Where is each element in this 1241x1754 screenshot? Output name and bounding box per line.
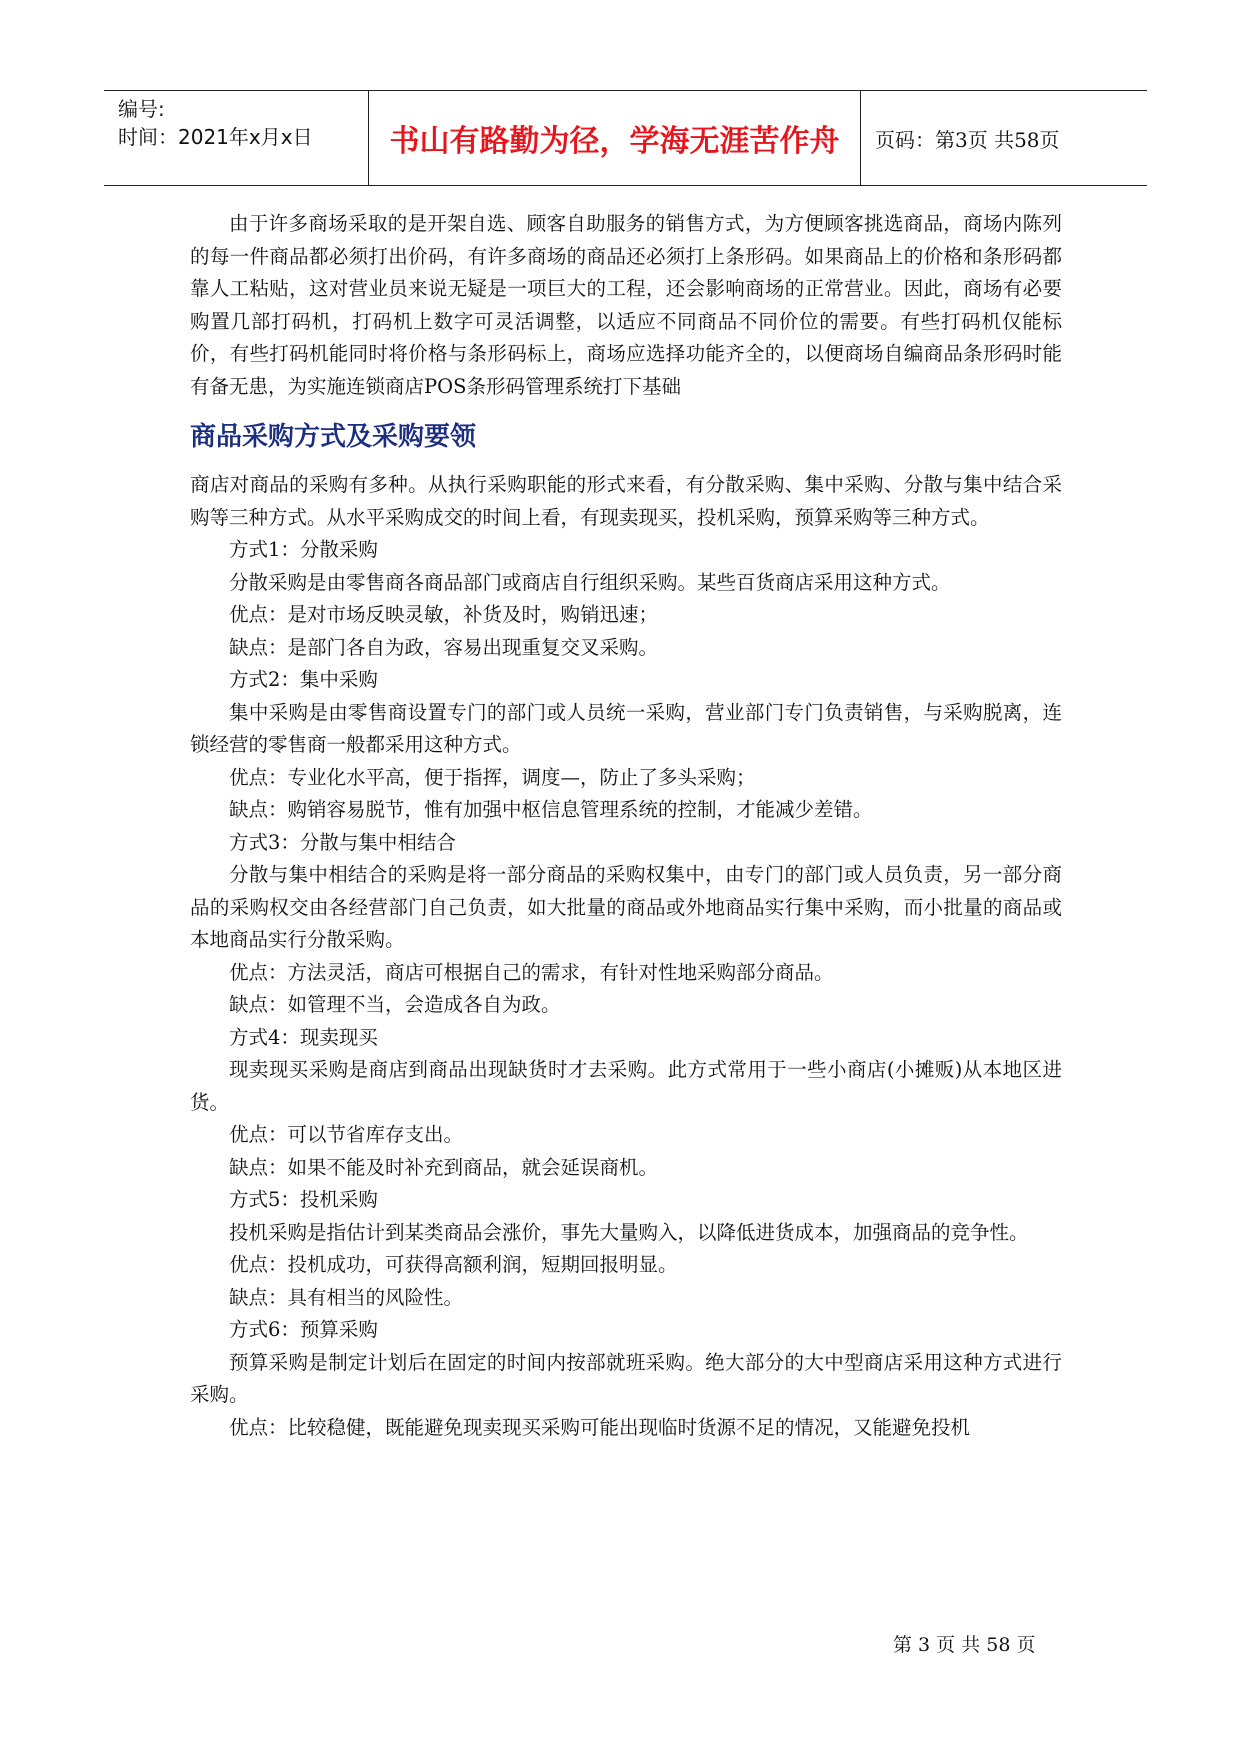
document-number-label: 编号:: [118, 97, 165, 121]
method-title: 方式2：集中采购: [229, 668, 378, 691]
method-cons: 缺点：是部门各自为政，容易出现重复交叉采购。: [229, 635, 659, 659]
page-header: [104, 90, 1147, 186]
section-heading: 商品采购方式及采购要领: [190, 422, 477, 452]
method-description: 分散与集中相结合的采购是将一部分商品的采购权集中，由专门的部门或人员负责，另一部分商品的采购权交由各经营部门自己负责，如大批量的商品或外地商品实行集中采购，而小批量的商品或本地商品实行分散采购。: [190, 863, 1062, 951]
section-intro-paragraph: 商店对商品的采购有多种。从执行采购职能的形式来看，有分散采购、集中采购、分散与集中结合采购等三种方式。从水平采购成交的时间上看，有现卖现买，投机采购，预算采购等三种方式。: [190, 473, 1062, 529]
method-description: 现卖现买采购是商店到商品出现缺货时才去采购。此方式常用于一些小商店(小摊贩)从本地区进货。: [190, 1058, 1062, 1114]
method-title: 方式4：现卖现买: [229, 1025, 378, 1049]
method-title: 方式5：投机采购: [229, 1188, 378, 1211]
method-title: 方式6：预算采购: [229, 1318, 378, 1341]
header-meta: [104, 91, 369, 185]
document-body: [190, 208, 1062, 1444]
method-pros: 优点：是对市场反映灵敏，补货及时，购销迅速；: [229, 603, 659, 626]
method-title: 方式1：分散采购: [229, 538, 378, 561]
method-cons: 缺点：具有相当的风险性。: [229, 1285, 464, 1309]
method-pros: 优点：方法灵活，商店可根据自己的需求，有针对性地采购部分商品。: [229, 960, 834, 984]
document-time-label: 时间：2021年x月x日: [118, 125, 313, 149]
header-slogan: 书山有路勤为径，学海无涯苦作舟: [369, 91, 861, 185]
method-cons: 缺点：如果不能及时补充到商品，就会延误商机。: [229, 1155, 659, 1179]
header-page-info: 页码：第3页 共58页: [875, 127, 1060, 152]
method-pros: 优点：可以节省库存支出。: [229, 1123, 464, 1146]
method-description: 预算采购是制定计划后在固定的时间内按部就班采购。绝大部分的大中型商店采用这种方式进行采购。: [190, 1350, 1062, 1406]
method-description: 分散采购是由零售商各商品部门或商店自行组织采购。某些百货商店采用这种方式。: [229, 570, 951, 594]
page-footer: 第 3 页 共 58 页: [893, 1634, 1036, 1656]
method-cons: 缺点：如管理不当，会造成各自为政。: [229, 993, 561, 1016]
method-pros: 优点：比较稳健，既能避免现卖现买采购可能出现临时货源不足的情况，又能避免投机: [229, 1415, 971, 1439]
method-pros: 优点：专业化水平高，便于指挥，调度—，防止了多头采购；: [229, 765, 756, 789]
intro-paragraph: 由于许多商场采取的是开架自选、顾客自助服务的销售方式，为方便顾客挑选商品，商场内陈列的每一件商品都必须打出价码，有许多商场的商品还必须打上条形码。如果商品上的价格和条形码都靠人工粘贴，这对营业员来说无疑是一项巨大的工程，还会影响商场的正常营业。因此，商场有必要购置几部打码机，打码机上数字可灵活调整，以适应不同商品不同价位的需要。有些打码机仅能标价，有些打码机能同时将价格与条形码标上，商场应选择功能齐全的，以便商场自编商品条形码时能有备无患，为实施连锁商店POS条形码管理系统打下基础: [190, 212, 1062, 398]
method-description: 集中采购是由零售商设置专门的部门或人员统一采购，营业部门专门负责销售，与采购脱离，连锁经营的零售商一般都采用这种方式。: [190, 700, 1062, 756]
method-pros: 优点：投机成功，可获得高额利润，短期回报明显。: [229, 1253, 678, 1276]
method-description: 投机采购是指估计到某类商品会涨价，事先大量购入，以降低进货成本，加强商品的竞争性。: [229, 1220, 1029, 1244]
method-title: 方式3：分散与集中相结合: [229, 830, 456, 854]
method-cons: 缺点：购销容易脱节，惟有加强中枢信息管理系统的控制，才能减少差错。: [229, 798, 873, 821]
